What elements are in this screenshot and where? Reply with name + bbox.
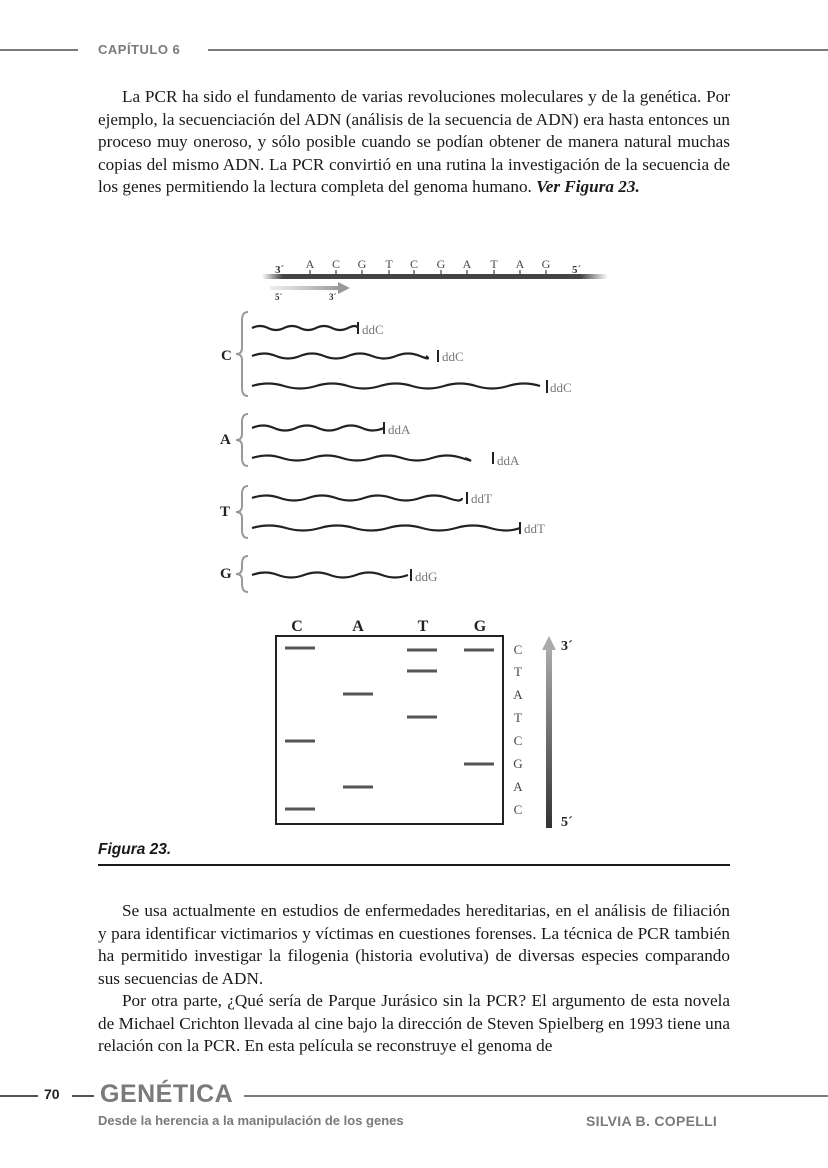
figure-rule <box>98 864 730 866</box>
footer-rule-left <box>0 1095 38 1097</box>
svg-text:T: T <box>385 257 393 271</box>
svg-text:A: A <box>462 257 472 271</box>
book-author: SILVIA B. COPELLI <box>586 1113 718 1129</box>
svg-text:C: C <box>513 733 523 748</box>
svg-text:T: T <box>514 710 522 725</box>
footer-rule-right <box>244 1095 828 1097</box>
svg-text:A: A <box>513 687 523 702</box>
strand-5prime-label: 5´ <box>572 264 582 276</box>
lane-label-c: C <box>291 618 303 635</box>
book-title: GENÉTICA <box>100 1080 234 1108</box>
svg-text:5´: 5´ <box>561 815 573 830</box>
fragment-group-c <box>221 312 572 396</box>
chapter-label: CAPÍTULO 6 <box>98 42 181 57</box>
primer-arrow <box>270 282 350 302</box>
primer-5prime-label: 5´ <box>275 292 283 302</box>
group-label-g: G <box>220 566 232 582</box>
svg-text:C: C <box>513 802 523 817</box>
sequencing-figure <box>0 240 828 840</box>
paragraph-intro-text: La PCR ha sido el fundamento de varias revoluciones moleculares y de la genética. Por ejemplo, la secuenciación del ADN (análisis de la secuencia de ADN) era hasta entonces un proceso muy oneroso, y sólo posible cuando se podían obtener de manera natural muchas copias del mismo ADN. La PCR convirtió en una rutina la investigación de la secuencia de los genes permitiendo la lectura completa del genoma humano. <box>98 87 730 197</box>
svg-text:G: G <box>513 756 523 771</box>
header-rule-left <box>0 49 78 51</box>
fragment-group-g <box>220 556 437 592</box>
lane-label-a: A <box>352 618 364 635</box>
figure-caption: Figura 23. <box>98 841 172 858</box>
primer-3prime-label: 3´ <box>329 292 337 302</box>
figure-reference: Ver Figura 23. <box>536 177 640 197</box>
page-number: 70 <box>44 1086 60 1102</box>
svg-text:ddC: ddC <box>550 380 572 395</box>
svg-text:ddA: ddA <box>497 453 520 468</box>
footer-rule-mid <box>72 1095 94 1097</box>
group-label-c: C <box>221 348 232 364</box>
paragraph-intro <box>98 86 730 199</box>
paragraph-jurassic: Por otra parte, ¿Qué sería de Parque Jurásico sin la PCR? El argumento de esta novela de Michael Crichton llevada al cine bajo la dirección de Steven Spielberg en 1993 tiene una relación con la PCR. En esta película se reconstruye el genoma de <box>98 991 730 1056</box>
svg-text:A: A <box>305 257 315 271</box>
svg-text:ddT: ddT <box>524 521 545 536</box>
fragment-group-t <box>220 486 545 538</box>
svg-text:C: C <box>513 642 523 657</box>
svg-text:ddT: ddT <box>471 491 492 506</box>
svg-text:T: T <box>514 664 522 679</box>
fragment-group-a <box>220 414 520 468</box>
svg-text:G: G <box>357 257 367 271</box>
svg-text:ddA: ddA <box>388 422 411 437</box>
svg-text:C: C <box>331 257 341 271</box>
svg-text:ddC: ddC <box>362 322 384 337</box>
svg-text:G: G <box>436 257 446 271</box>
book-subtitle: Desde la herencia a la manipulación de los genes <box>98 1113 404 1128</box>
paragraph-uses: Se usa actualmente en estudios de enfermedades hereditarias, en el análisis de filiación y para identificar victimarios y víctimas en cuestiones forenses. La técnica de PCR también ha permitido investigar la filogenia (historia evolutiva) de diversas especies comparando sus secuencias de ADN. <box>98 901 730 988</box>
strand-3prime-label: 3´ <box>275 264 285 276</box>
direction-arrow-icon <box>542 636 573 830</box>
svg-text:A: A <box>515 257 525 271</box>
strand-bases <box>306 257 551 271</box>
svg-text:3´: 3´ <box>561 639 573 654</box>
svg-text:C: C <box>409 257 419 271</box>
group-label-t: T <box>220 504 231 520</box>
lane-label-g: G <box>473 618 487 635</box>
svg-text:ddG: ddG <box>415 569 438 584</box>
svg-text:G: G <box>541 257 551 271</box>
lane-label-t: T <box>417 618 429 635</box>
svg-text:ddC: ddC <box>442 349 464 364</box>
read-sequence <box>513 642 523 817</box>
header-rule-right <box>208 49 828 51</box>
group-label-a: A <box>220 432 231 448</box>
svg-text:A: A <box>513 779 523 794</box>
template-strand <box>262 257 608 279</box>
sequencing-gel <box>276 618 573 830</box>
svg-text:T: T <box>490 257 498 271</box>
